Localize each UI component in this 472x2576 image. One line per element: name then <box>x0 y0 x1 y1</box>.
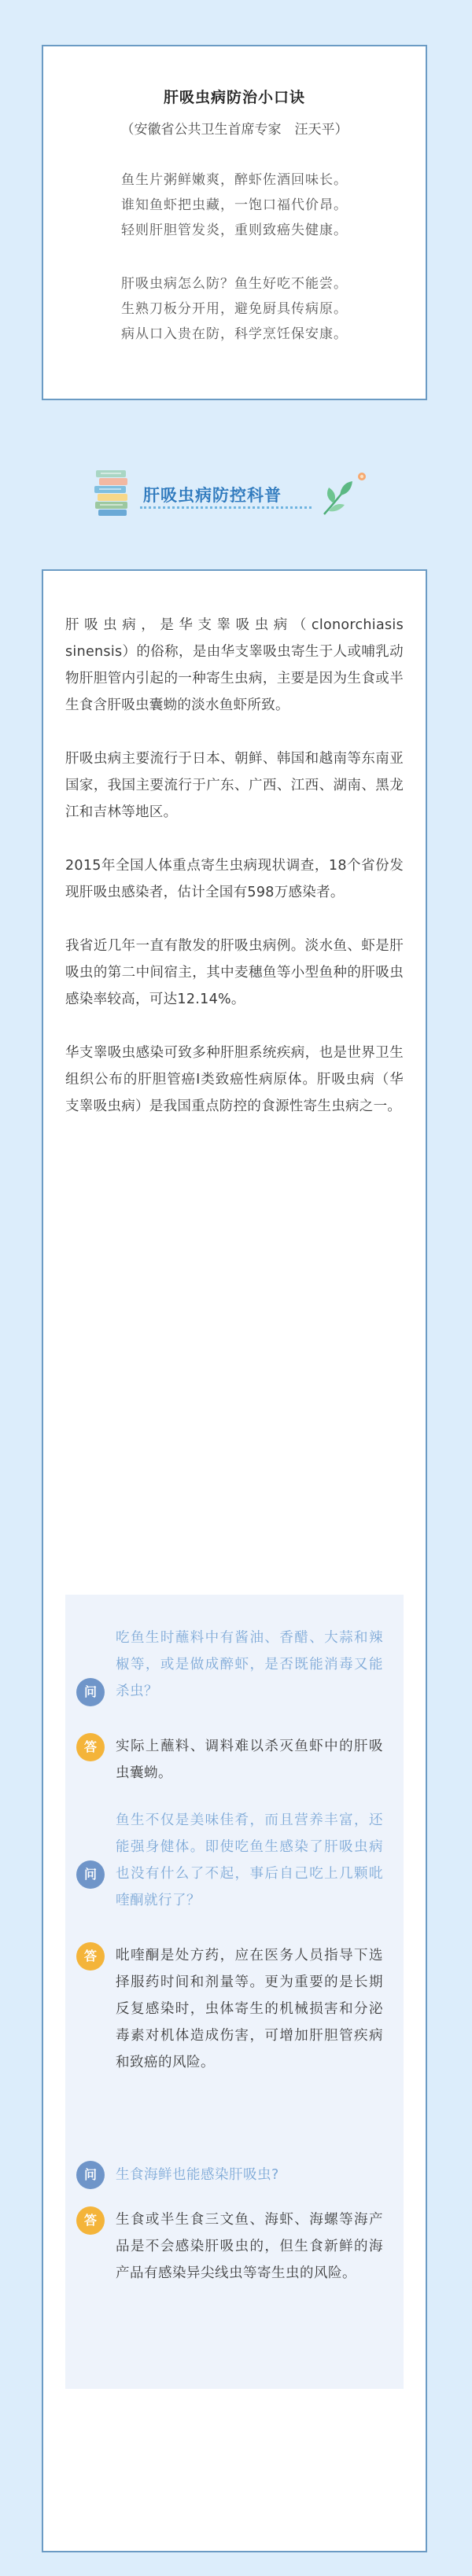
question-badge: 问 <box>76 1678 105 1706</box>
article-paragraph: 华支睾吸虫感染可致多种肝胆系统疾病，也是世界卫生组织公布的肝胆管癌Ⅰ类致癌性病原体。肝吸虫病（华支睾吸虫病）是我国重点防控的食源性寄生虫病之一。 <box>65 1045 404 1114</box>
section-title-underline <box>140 506 312 509</box>
article-card <box>42 569 427 2552</box>
answer-text: 吡喹酮是处方药，应在医务人员指导下选择服药时间和剂量等。更为重要的是长期反复感染时，虫体寄生的机械损害和分泌毒素对机体造成伤害，可增加肝胆管疾病和致癌的风险。 <box>116 1948 383 2070</box>
qa-box <box>65 1595 404 2389</box>
section-header <box>88 456 387 527</box>
poem-author: （安徽省公共卫生首席专家 汪天平） <box>120 122 348 138</box>
question-text: 吃鱼生时蘸料中有酱油、香醋、大蒜和辣椒等，或是做成醉虾，是否既能消毒又能杀虫？ <box>116 1630 383 1699</box>
article-body <box>65 612 404 1146</box>
question-text: 鱼生不仅是美味佳肴，而且营养丰富，还能强身健体。即使吃鱼生感染了肝吸虫病也没有什么了不起，事后自己吃上几颗吡喹酮就行了？ <box>116 1812 383 1908</box>
books-stack-icon <box>93 467 131 517</box>
poem-title: 肝吸虫病防治小口诀 <box>163 89 305 106</box>
poem-line: 谁知鱼虾把虫藏，一饱口福代价昂。 <box>121 197 348 213</box>
poem-line: 鱼生片粥鲜嫩爽，醉虾佐酒回味长。 <box>121 172 348 188</box>
section-title: 肝吸虫病防控科普 <box>143 486 282 505</box>
article-paragraph: 2015年全国人体重点寄生虫病现状调查，18个省份发现肝吸虫感染者，估计全国有598万感染者。 <box>65 858 404 900</box>
question-badge: 问 <box>76 1860 105 1889</box>
answer-badge: 答 <box>76 2206 105 2235</box>
poem-line: 生熟刀板分开用，避免厨具传病原。 <box>121 301 348 317</box>
poem-line: 轻则肝胆管发炎，重则致癌失健康。 <box>121 223 348 238</box>
question-badge: 问 <box>76 2161 105 2189</box>
poem-line: 病从口入贵在防，科学烹饪保安康。 <box>121 326 348 342</box>
answer-badge: 答 <box>76 1733 105 1761</box>
answer-text: 实际上蘸料、调料难以杀灭鱼虾中的肝吸虫囊蚴。 <box>116 1739 383 1781</box>
article-paragraph: 肝吸虫病，是华支睾吸虫病（clonorchiasis sinensis）的俗称，是由华支睾吸虫寄生于人或哺乳动物肝胆管内引起的一种寄生虫病，主要是因为生食或半生食含肝吸虫囊蚴的淡水鱼虾所致。 <box>65 617 404 713</box>
article-paragraph: 肝吸虫病主要流行于日本、朝鲜、韩国和越南等东南亚国家，我国主要流行于广东、广西、江西、湖南、黑龙江和吉林等地区。 <box>65 751 404 820</box>
poem-card <box>42 45 427 400</box>
poem-stanza-2 <box>43 271 426 347</box>
answer-text: 生食或半生食三文鱼、海虾、海螺等海产品是不会感染肝吸虫的，但生食新鲜的海产品有感染异尖线虫等寄生虫的风险。 <box>116 2212 383 2281</box>
answer-badge: 答 <box>76 1942 105 1971</box>
poem-stanza-1 <box>43 167 426 243</box>
question-text: 生食海鲜也能感染肝吸虫? <box>116 2167 279 2183</box>
leaf-sprig-icon <box>318 466 373 521</box>
poem-line: 肝吸虫病怎么防？鱼生好吃不能尝。 <box>121 276 348 292</box>
article-paragraph: 我省近几年一直有散发的肝吸虫病例。淡水鱼、虾是肝吸虫的第二中间宿主，其中麦穗鱼等小型鱼种的肝吸虫感染率较高，可达12.14%。 <box>65 938 404 1007</box>
